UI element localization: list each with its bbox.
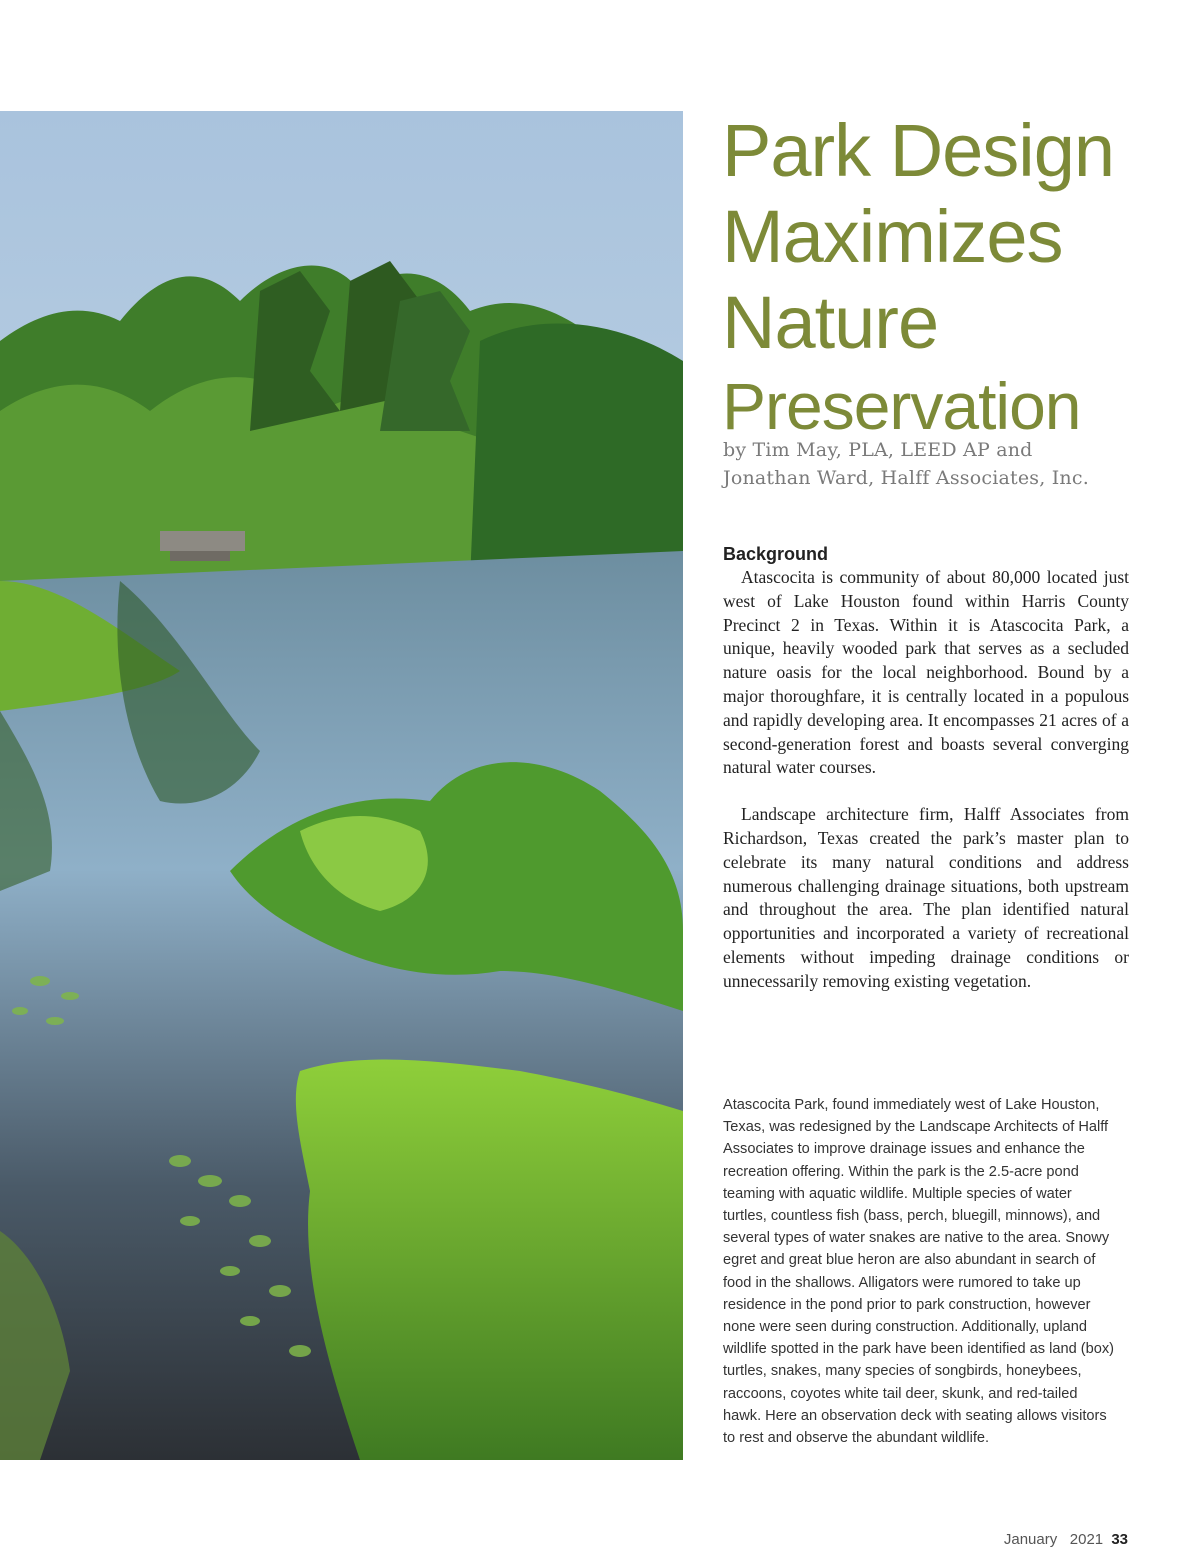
article-body [723, 542, 1129, 994]
title-line: Nature [722, 281, 939, 364]
article-title [722, 108, 1182, 446]
title-line: Maximizes [722, 195, 1063, 278]
footer-month: January [1003, 1531, 1058, 1548]
photo-caption: Atascocita Park, found immediately west of Lake Houston, Texas, was redesigned by the Landscape Architects of Halff Associates to improve drainage issues and enhance the recreation offering. Within the park is the 2.5-acre pond teaming with aquatic wildlife. Multiple species of water turtles, countless fish (bass, perch, bluegill, minnows), and several types of water snakes are native to the area. Snowy egret and great blue heron are also abundant in search of food in the shallows. Alligators were rumored to take up residence in the pond prior to park construction, however none were seen during construction. Additionally, upland wildlife spotted in the park have been identified as land (box) turtles, snakes, many species of songbirds, honeybees, raccoons, coyotes white tail deer, skunk, and red-tailed hawk. Here an observation deck with seating allows visitors to rest and observe the abundant wildlife. [723, 1097, 1115, 1447]
author-byline [723, 436, 1163, 492]
park-pond-photo [0, 111, 683, 1460]
byline-line: Jonathan Ward, Halff Associates, Inc. [723, 467, 1089, 489]
title-line: Preservation [722, 369, 1081, 443]
section-heading: Background [723, 544, 829, 564]
byline-line: by Tim May, PLA, LEED AP and [723, 439, 1033, 461]
page-footer [1004, 1531, 1128, 1548]
title-line: Park Design [722, 109, 1115, 192]
body-paragraph: Landscape architecture firm, Halff Associates from Richardson, Texas created the park’s master plan to celebrate its many natural conditions and address numerous challenging drainage situations, both upstream and throughout the area. The plan identified natural opportunities and incorporated a variety of recreational elements without impeding drainage conditions or unnecessarily removing existing vegetation. [723, 804, 1129, 991]
footer-year: 2021 [1069, 1531, 1104, 1548]
page-number: 33 [1111, 1531, 1128, 1548]
body-paragraph: Atascocita is community of about 80,000 located just west of Lake Houston found within Harris County Precinct 2 in Texas. Within it is Atascocita Park, a unique, heavily wooded park that serves as a secluded nature oasis for the local neighborhood. Bound by a major thoroughfare, it is centrally located in a populous and rapidly developing area. It encompasses 21 acres of a second-generation forest and boasts several converging natural water courses. [723, 567, 1129, 778]
